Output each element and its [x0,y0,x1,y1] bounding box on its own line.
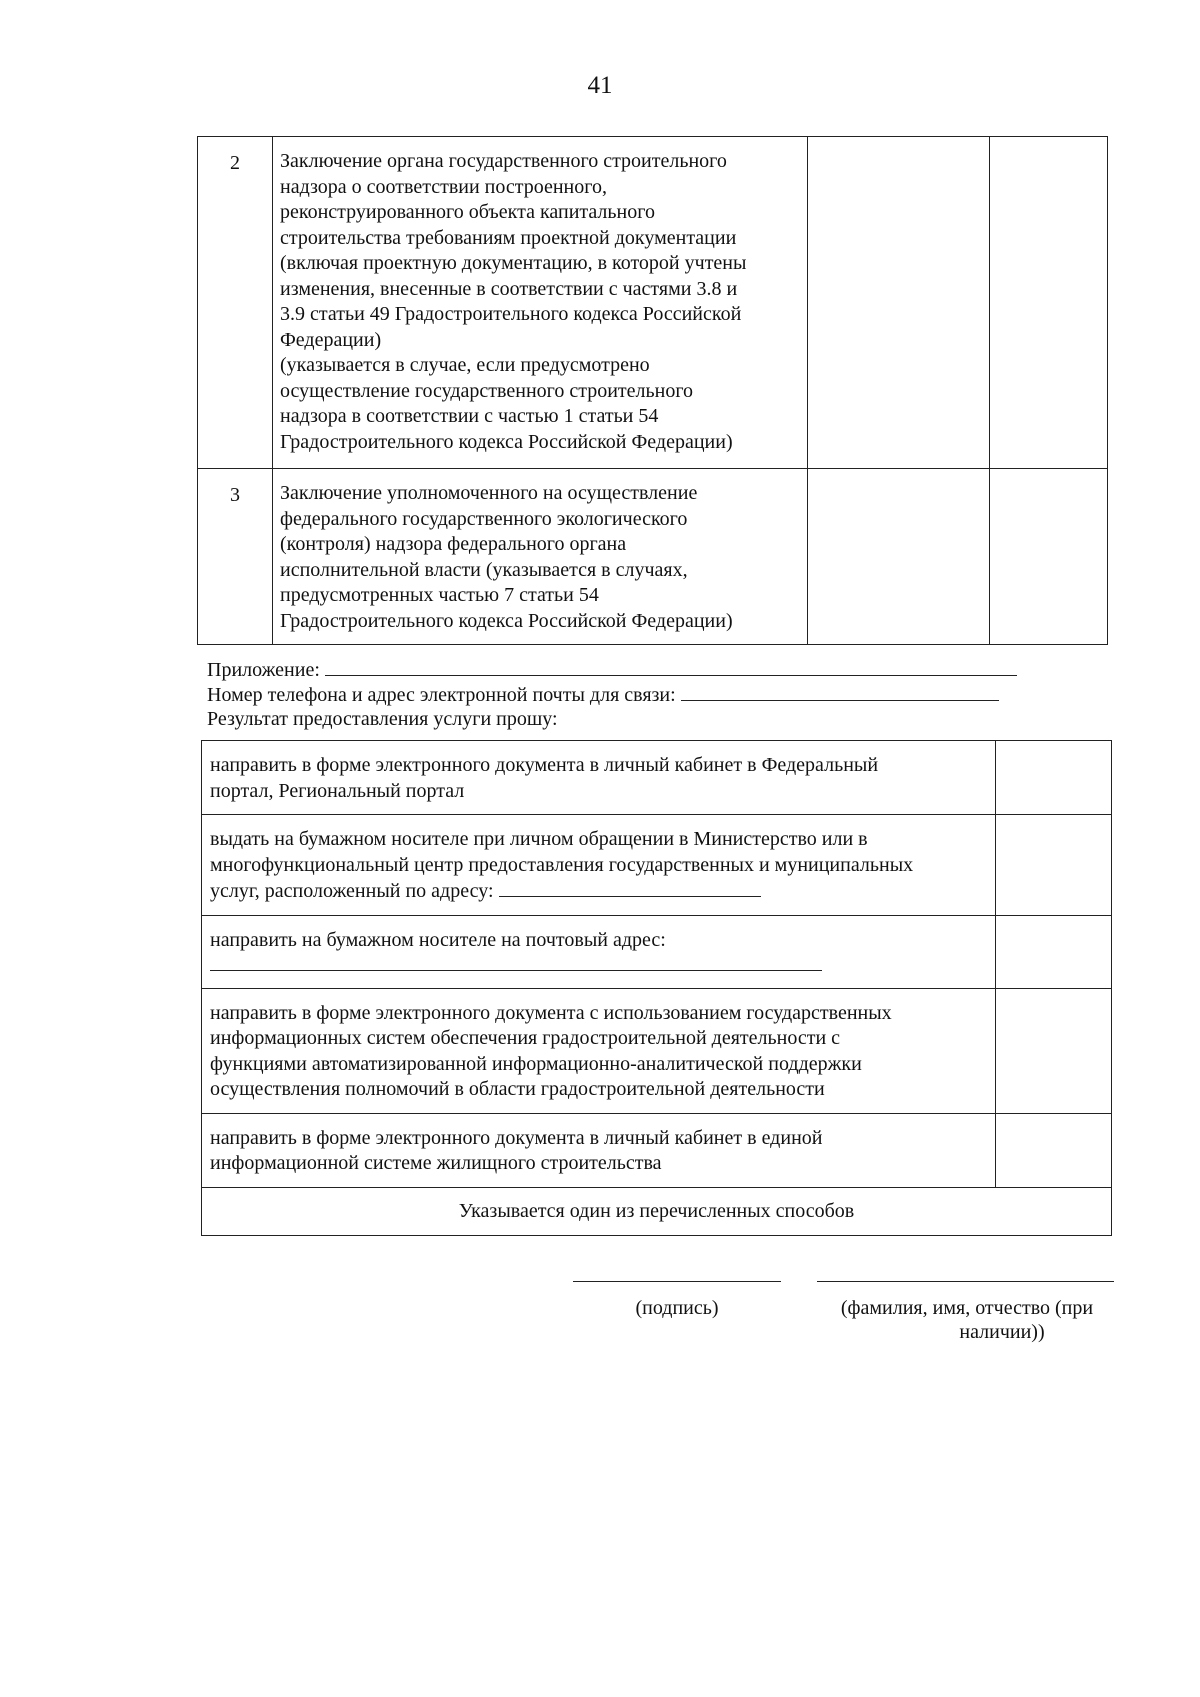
result-option-row [202,741,1112,815]
option-line: направить в форме электронного документа с использованием государственных [210,1001,892,1024]
description-line: (контроля) надзора федерального органа [280,533,627,555]
result-option [202,815,996,916]
table-row [198,137,1108,469]
name-caption-line: (фамилия, имя, отчество (при [840,1297,1094,1319]
document-description [273,137,808,469]
description-line: (включая проектную документацию, в которой учтены [280,252,747,274]
option-checkbox-cell[interactable] [996,915,1112,988]
row-number: 3 [198,469,273,645]
name-caption-line: наличии)) [959,1321,1045,1343]
contact-label: Номер телефона и адрес электронной почты для связи: [207,684,676,706]
result-note-row [202,1187,1112,1235]
result-option [202,988,996,1113]
attachment-blank[interactable] [325,657,1017,676]
table-row [198,469,1108,645]
page-number: 41 [587,72,613,99]
option-checkbox-cell[interactable] [996,815,1112,916]
name-caption [812,1296,1122,1344]
result-option-row [202,988,1112,1113]
option-line: многофункциональный центр предоставления государственных и муниципальных [210,853,914,876]
form-fields [207,657,1107,731]
row-number: 2 [198,137,273,469]
description-line: федерального государственного экологического [280,507,688,530]
empty-cell[interactable] [808,469,990,645]
option-line: направить на бумажном носителе на почтовый адрес: [210,928,666,951]
empty-cell[interactable] [808,137,990,469]
result-option [202,741,996,815]
description-line: Градостроительного кодекса Российской Федерации) [280,430,733,453]
description-line: строительства требованиям проектной документации [280,226,737,249]
option-line: информационной системе жилищного строительства [210,1152,662,1174]
result-option [202,915,996,988]
description-line: Заключение органа государственного строительного [280,150,727,172]
empty-cell[interactable] [990,469,1108,645]
description-line: реконструированного объекта капитального [280,201,655,223]
description-line: изменения, внесенные в соответствии с частями 3.8 и [280,277,738,300]
postal-address-blank-line[interactable] [210,953,989,975]
option-text: услуг, расположенный по адресу: [210,880,494,902]
description-line: Градостроительного кодекса Российской Федерации) [280,609,733,632]
description-line: Федерации) [280,328,382,351]
empty-cell[interactable] [990,137,1108,469]
documents-table [197,136,1108,645]
result-option-row [202,915,1112,988]
option-line: направить в форме электронного документа в личный кабинет в единой [210,1126,823,1149]
option-checkbox-cell[interactable] [996,741,1112,815]
result-option-row [202,1113,1112,1187]
description-line: осуществление государственного строительного [280,379,694,402]
result-note: Указывается один из перечисленных способов [202,1187,1112,1235]
result-option [202,1113,996,1187]
option-line: информационных систем обеспечения градостроительной деятельности с [210,1027,841,1049]
document-description [273,469,808,645]
attachment-label: Приложение: [207,659,320,681]
description-line: предусмотренных частью 7 статьи 54 [280,584,599,606]
description-line: (указывается в случае, если предусмотрено [280,354,650,376]
option-checkbox-cell[interactable] [996,988,1112,1113]
option-line-with-blank [210,878,989,905]
description-line: Заключение уполномоченного на осуществление [280,482,698,504]
description-line: надзора о соответствии построенного, [280,175,607,198]
option-line: направить в форме электронного документа в личный кабинет в Федеральный [210,754,879,776]
contact-field[interactable] [207,682,1107,707]
address-blank[interactable] [499,878,761,897]
option-line: осуществления полномочий в области градостроительной деятельности [210,1078,825,1100]
contact-blank[interactable] [681,682,999,701]
result-label: Результат предоставления услуги прошу: [207,708,558,730]
result-options-table [201,740,1112,1236]
description-line: надзора в соответствии с частью 1 статьи 54 [280,405,659,427]
name-line[interactable] [817,1281,1114,1282]
option-line: портал, Региональный портал [210,779,465,802]
option-line: функциями автоматизированной информационно-аналитической поддержки [210,1052,862,1075]
description-line: исполнительной власти (указывается в случаях, [280,558,688,581]
signature-caption: (подпись) [635,1297,719,1319]
option-line: выдать на бумажном носителе при личном обращении в Министерство или в [210,828,868,850]
signature-line[interactable] [573,1281,781,1282]
option-checkbox-cell[interactable] [996,1113,1112,1187]
attachment-field[interactable] [207,657,1107,682]
description-line: 3.9 статьи 49 Градостроительного кодекса Российской [280,303,742,325]
result-option-row [202,815,1112,916]
postal-address-blank[interactable] [210,956,822,971]
